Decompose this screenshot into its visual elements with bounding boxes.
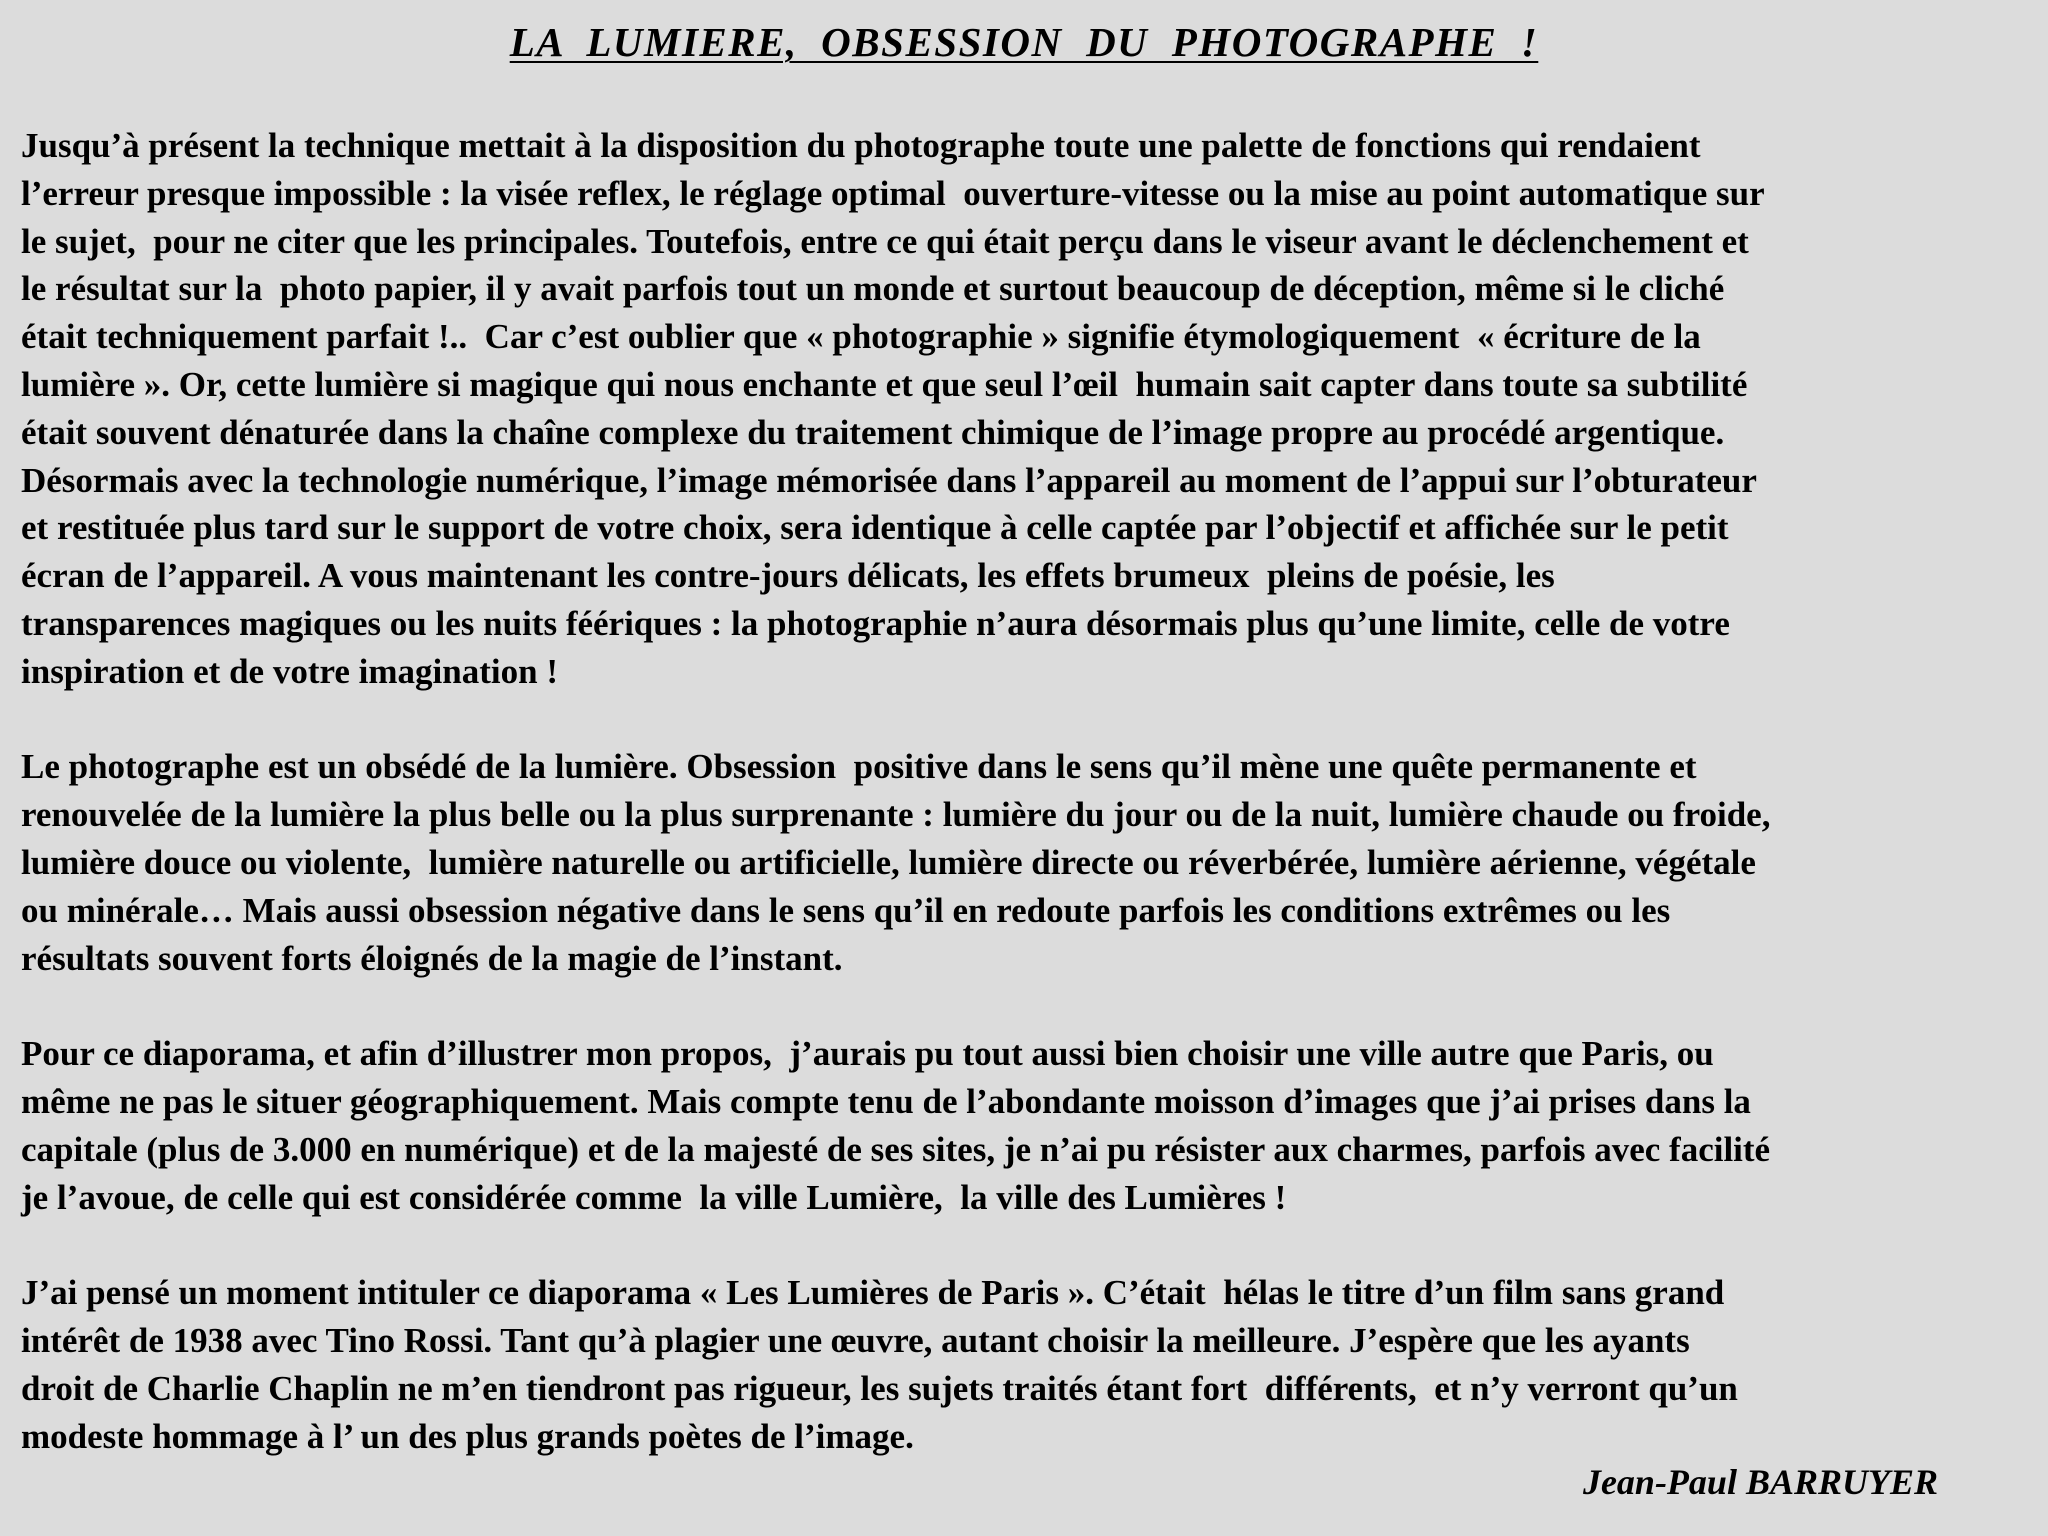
paragraph (21, 1030, 2031, 1221)
paragraph-line: transparences magiques ou les nuits féériques : la photographie n’aura désormais plus qu’une limite, celle de votre (21, 603, 1730, 643)
paragraph-line: je l’avoue, de celle qui est considérée comme la ville Lumière, la ville des Lumières ! (21, 1177, 1287, 1217)
paragraph-line: J’ai pensé un moment intituler ce diaporama « Les Lumières de Paris ». C’était hélas le titre d’un film sans grand (21, 1273, 1725, 1313)
paragraph-line: le sujet, pour ne citer que les principales. Toutefois, entre ce qui était perçu dans le viseur avant le déclenchement et (21, 221, 1749, 261)
paragraph-line: et restituée plus tard sur le support de votre choix, sera identique à celle captée par l’objectif et affichée sur le petit (21, 508, 1729, 548)
paragraph-gap (21, 982, 2031, 1030)
paragraph-line: renouvelée de la lumière la plus belle ou la plus surprenante : lumière du jour ou de la nuit, lumière chaude ou froide, (21, 795, 1771, 835)
paragraph-line: ou minérale… Mais aussi obsession négative dans le sens qu’il en redoute parfois les conditions extrêmes ou les (21, 890, 1671, 930)
paragraph-line: Pour ce diaporama, et afin d’illustrer mon propos, j’aurais pu tout aussi bien choisir une ville autre que Paris, ou (21, 1034, 1714, 1074)
paragraph-gap (21, 696, 2031, 744)
paragraph-gap (21, 1221, 2031, 1269)
paragraph-line: Désormais avec la technologie numérique, l’image mémorisée dans l’appareil au moment de l’appui sur l’obturateur (21, 460, 1757, 500)
paragraph-line: Le photographe est un obsédé de la lumière. Obsession positive dans le sens qu’il mène une quête permanente et (21, 747, 1697, 787)
paragraph-line: capitale (plus de 3.000 en numérique) et de la majesté de ses sites, je n’ai pu résister aux charmes, parfois avec facilité (21, 1129, 1771, 1169)
paragraph-line: même ne pas le situer géographiquement. Mais compte tenu de l’abondante moisson d’images que j’ai prises dans la (21, 1081, 1751, 1121)
paragraph-line: intérêt de 1938 avec Tino Rossi. Tant qu’à plagier une œuvre, autant choisir la meilleure. J’espère que les ayants (21, 1320, 1690, 1360)
paragraph (21, 122, 2031, 696)
paragraph (21, 743, 2031, 982)
paragraph-line: modeste hommage à l’ un des plus grands poètes de l’image. (21, 1416, 914, 1456)
paragraph (21, 1269, 2031, 1460)
paragraph-line: lumière douce ou violente, lumière naturelle ou artificielle, lumière directe ou réverbérée, lumière aérienne, végétale (21, 842, 1756, 882)
paragraph-line: Jusqu’à présent la technique mettait à la disposition du photographe toute une palette de fonctions qui rendaient (21, 126, 1701, 165)
paragraph-line: résultats souvent forts éloignés de la magie de l’instant. (21, 938, 843, 978)
document-body (21, 122, 2031, 1460)
paragraph-line: était techniquement parfait !.. Car c’est oublier que « photographie » signifie étymologiquement « écriture de la (21, 317, 1701, 357)
paragraph-line: lumière ». Or, cette lumière si magique qui nous enchante et que seul l’œil humain sait capter dans toute sa subtilité (21, 364, 1748, 404)
author-signature: Jean-Paul BARRUYER (1582, 1462, 1938, 1502)
paragraph-line: droit de Charlie Chaplin ne m’en tiendront pas rigueur, les sujets traités étant fort différents, et n’y verront qu’un (21, 1368, 1738, 1408)
paragraph-line: était souvent dénaturée dans la chaîne complexe du traitement chimique de l’image propre au procédé argentique. (21, 412, 1725, 452)
paragraph-line: écran de l’appareil. A vous maintenant les contre-jours délicats, les effets brumeux pleins de poésie, les (21, 556, 1555, 596)
paragraph-line: l’erreur presque impossible : la visée reflex, le réglage optimal ouverture-vitesse ou la mise au point automatique sur (21, 173, 1765, 213)
document-title: LA LUMIERE, OBSESSION DU PHOTOGRAPHE ! (509, 19, 1539, 65)
paragraph-line: le résultat sur la photo papier, il y avait parfois tout un monde et surtout beaucoup de déception, même si le cliché (21, 269, 1725, 309)
paragraph-line: inspiration et de votre imagination ! (21, 651, 558, 691)
